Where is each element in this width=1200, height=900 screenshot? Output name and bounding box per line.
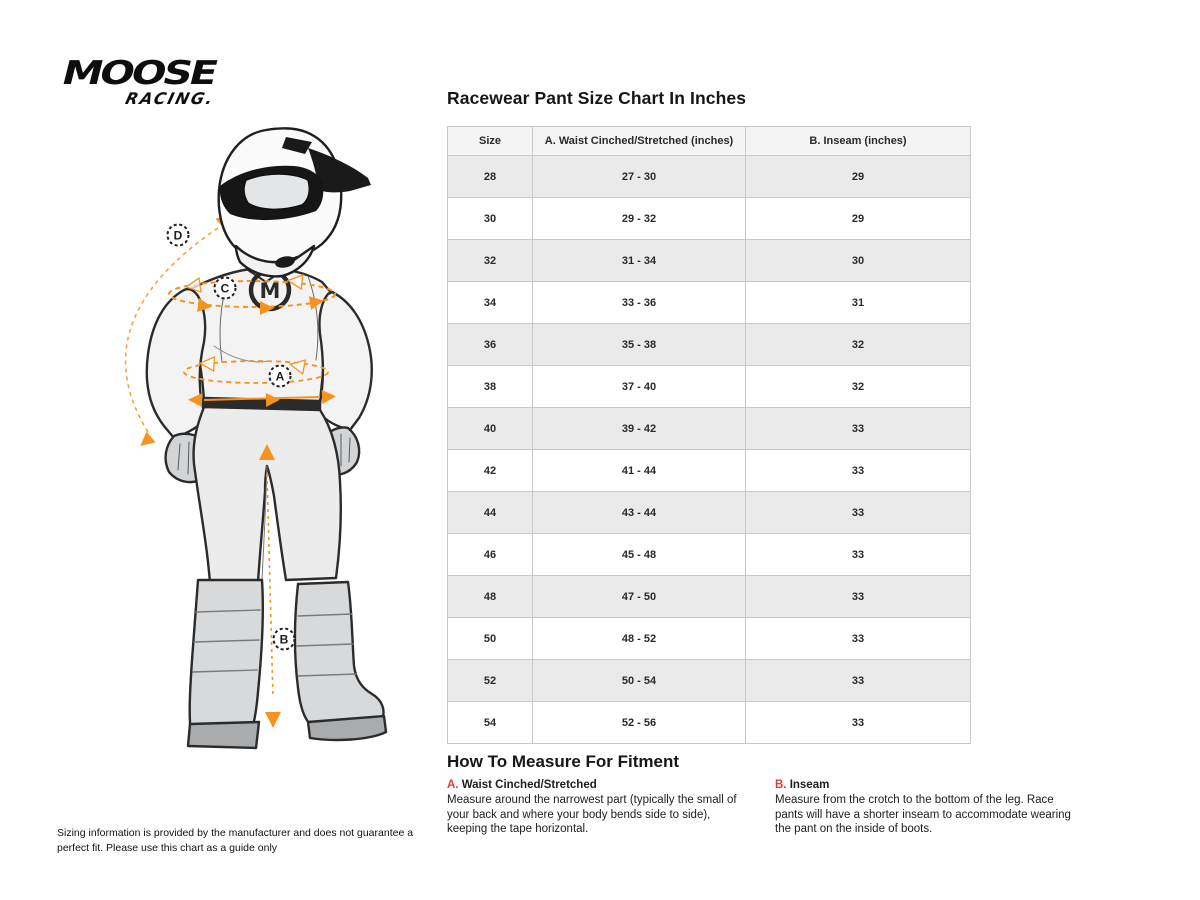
table-cell: 32: [746, 324, 971, 366]
measure-label-d: [168, 225, 189, 246]
measure-label-c: [215, 278, 236, 299]
table-cell: 35 - 38: [533, 324, 746, 366]
measure-text-a: Measure around the narrowest part (typically the small of your back and where your body bends side to side), keeping the tape horizontal.: [447, 794, 737, 836]
measure-label-b: [274, 629, 295, 650]
goggle-lens: [244, 174, 309, 209]
table-row: [448, 366, 971, 408]
moose-racing-logo-art: [52, 42, 252, 112]
table-cell: 54: [448, 702, 533, 744]
table-row: [448, 618, 971, 660]
table-cell: 28: [448, 156, 533, 198]
how-to-heading: How To Measure For Fitment: [447, 752, 680, 771]
table-cell: 34: [448, 282, 533, 324]
table-cell: 31 - 34: [533, 240, 746, 282]
table-cell: 29 - 32: [533, 198, 746, 240]
table-cell: 33: [746, 450, 971, 492]
right-boot: [295, 582, 384, 724]
col-header-inseam: B. Inseam (inches): [746, 127, 971, 156]
measure-label-a: [270, 366, 291, 387]
logo-word-moose: MOOSE: [57, 53, 220, 92]
measure-title-b: Inseam: [786, 779, 830, 791]
table-cell: 29: [746, 198, 971, 240]
table-cell: 39 - 42: [533, 408, 746, 450]
page-title: Racewear Pant Size Chart In Inches: [447, 88, 747, 108]
logo-word-racing: RACING.: [123, 89, 217, 108]
table-row: [448, 450, 971, 492]
svg-text:A: A: [275, 369, 285, 384]
measure-item-inseam-label: [775, 779, 1085, 791]
pants: [194, 407, 341, 582]
sizing-disclaimer: Sizing information is provided by the manufacturer and does not guarantee a perfect fit. Please use this chart as a guide only: [57, 827, 414, 854]
table-cell: 47 - 50: [533, 576, 746, 618]
how-to-measure-section: [447, 752, 1177, 836]
table-cell: 31: [746, 282, 971, 324]
table-cell: 33 - 36: [533, 282, 746, 324]
jersey-right-sleeve: [318, 292, 372, 430]
table-cell: 29: [746, 156, 971, 198]
measure-letter-b: B.: [775, 779, 787, 791]
rider-figure: [52, 110, 432, 770]
size-chart-table: [447, 126, 971, 744]
table-row: [448, 324, 971, 366]
svg-text:M: M: [259, 279, 281, 303]
table-cell: 33: [746, 660, 971, 702]
table-cell: 43 - 44: [533, 492, 746, 534]
measure-item-waist-label: [447, 779, 747, 791]
table-cell: 33: [746, 702, 971, 744]
table-cell: 33: [746, 618, 971, 660]
table-cell: 46: [448, 534, 533, 576]
moose-racing-logo: [52, 42, 252, 112]
table-cell: 36: [448, 324, 533, 366]
measure-text-b: Measure from the crotch to the bottom of the leg. Race pants will have a shorter inseam to accommodate wearing the pant on the inside of boots.: [775, 794, 1071, 836]
table-cell: 48 - 52: [533, 618, 746, 660]
svg-text:B: B: [279, 632, 289, 647]
table-cell: 52: [448, 660, 533, 702]
table-cell: 45 - 48: [533, 534, 746, 576]
table-cell: 40: [448, 408, 533, 450]
rider-fitment-diagram: [52, 110, 432, 770]
table-row: [448, 156, 971, 198]
measure-item-inseam: [775, 779, 1085, 837]
table-cell: 48: [448, 576, 533, 618]
table-row: [448, 492, 971, 534]
measure-title-a: Waist Cinched/Stretched: [458, 779, 597, 791]
helmet: [219, 128, 371, 276]
size-chart-section: [447, 88, 970, 744]
table-cell: 33: [746, 408, 971, 450]
svg-text:C: C: [220, 281, 230, 296]
table-cell: 50 - 54: [533, 660, 746, 702]
table-row: [448, 408, 971, 450]
size-chart-body: [448, 156, 971, 744]
table-row: [448, 702, 971, 744]
table-cell: 33: [746, 534, 971, 576]
left-boot-sole: [188, 722, 259, 748]
table-cell: 42: [448, 450, 533, 492]
table-row: [448, 240, 971, 282]
svg-text:D: D: [173, 228, 183, 243]
table-row: [448, 576, 971, 618]
table-cell: 32: [448, 240, 533, 282]
table-cell: 30: [746, 240, 971, 282]
table-row: [448, 534, 971, 576]
table-header-row: [448, 127, 971, 156]
col-header-size: Size: [448, 127, 533, 156]
table-row: [448, 198, 971, 240]
table-cell: 37 - 40: [533, 366, 746, 408]
table-cell: 41 - 44: [533, 450, 746, 492]
measure-letter-a: A.: [447, 779, 459, 791]
table-row: [448, 282, 971, 324]
table-cell: 38: [448, 366, 533, 408]
table-cell: 50: [448, 618, 533, 660]
table-cell: 32: [746, 366, 971, 408]
table-cell: 30: [448, 198, 533, 240]
table-cell: 33: [746, 576, 971, 618]
table-cell: 52 - 56: [533, 702, 746, 744]
table-cell: 27 - 30: [533, 156, 746, 198]
left-boot: [190, 580, 263, 740]
table-cell: 33: [746, 492, 971, 534]
jersey-left-sleeve: [147, 289, 206, 438]
col-header-waist: A. Waist Cinched/Stretched (inches): [533, 127, 746, 156]
table-cell: 44: [448, 492, 533, 534]
measure-item-waist: [447, 779, 747, 837]
table-row: [448, 660, 971, 702]
